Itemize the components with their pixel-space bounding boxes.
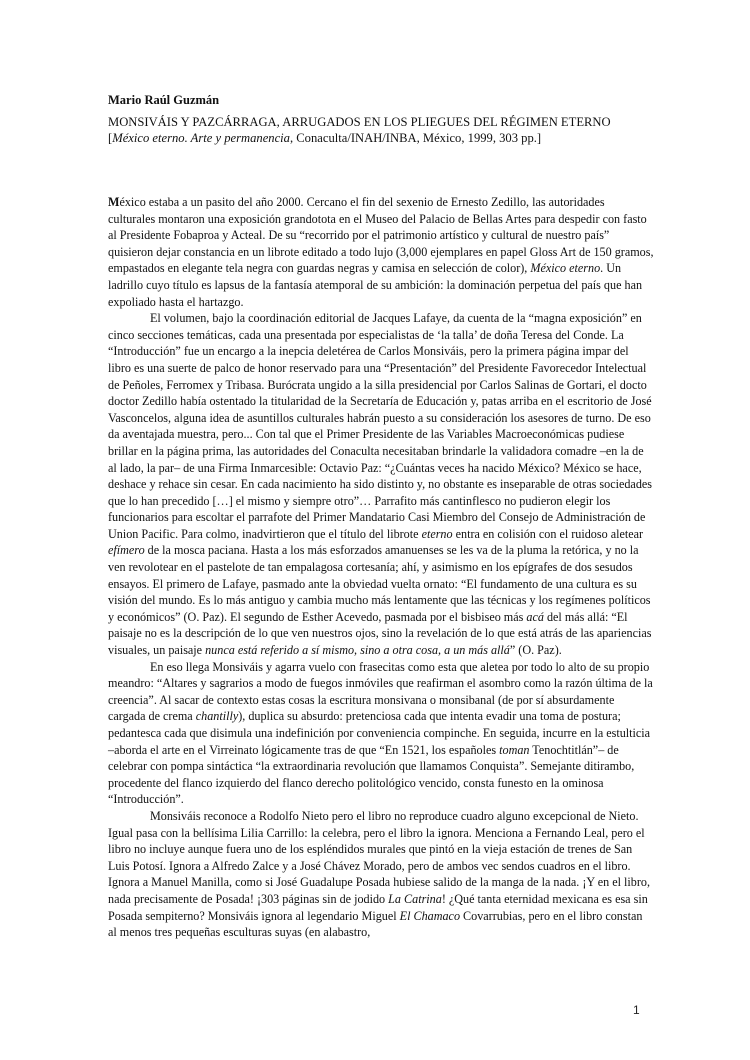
paragraph-text: ), duplica su absurdo: pretenciosa cada que intenta evadir una toma de postura; pedantesca cada que disimula una indefinición por conveniencia compinche. En seguida, incurre en la estulticia –aborda el arte en el Virreinato lógicamente tras de que “En 1521, los españoles: [108, 709, 651, 757]
paragraph-text: Covarrubias, pero en el libro constan al menos tres pequeñas esculturas suyas (en alabastro,: [108, 908, 643, 940]
initial-letter: M: [108, 195, 120, 209]
page-content: [108, 92, 654, 941]
reference-details: , Conaculta/INAH/INBA, México, 1999, 303 pp.]: [289, 131, 542, 145]
paragraph-text: del más allá: “El paisaje no es la descripción de lo que ven nuestros ojos, sino la revelación de lo que está atrás de las apariencias visuales, un paisaje: [108, 609, 652, 658]
italic-text: eterno: [421, 526, 453, 541]
header-spacer: [108, 146, 654, 194]
italic-text: El Chamaco: [399, 908, 461, 923]
article-body: [108, 194, 654, 941]
article-header: [108, 114, 654, 146]
paragraph-text: de la mosca paciana. Hasta a los más esforzados amanuenses se les va de la pluma la retórica, y no la ven revolotear en el pastelote de tan empalagosa cortesanía; ahí, y asimismo en los epígrafes de dos sesudos ensayos. El primero de Lafaye, pasmado ante la obviedad vuelta ornato: “El fundamento de una cultura es su visión del mundo. Es lo más antiguo y cambia mucho más lentamente que las técnicas y los regímenes políticos y económicos” (O. Paz). El segundo de Esther Acevedo, pasmada por el bisbiseo más: [108, 543, 651, 624]
author-name: Mario Raúl Guzmán: [108, 93, 220, 107]
paragraph-text: entra en colisión con el ruidoso aletear: [452, 526, 644, 541]
paragraph-2: [108, 310, 654, 658]
paragraph-4: [108, 808, 654, 941]
reference-open-bracket: [: [108, 131, 113, 145]
book-title: México eterno. Arte y permanencia: [112, 131, 290, 145]
italic-text: acá: [526, 609, 544, 624]
paragraph-text: . Un ladrillo cuyo título es lapsus de la fantasía atemporal de su ambición: la dominación perpetua del país que han expoliado hasta el hartazgo.: [108, 261, 643, 309]
italic-text: La Catrina: [388, 891, 442, 906]
paragraph-text: ” (O. Paz).: [509, 643, 562, 658]
paragraph-text: Tenochtitlán”– de celebrar con pompa sintáctica “la extraordinaria revolución que llamamos Conquista”. Semejante ditirambo, procedente del flanco izquierdo del flanco derecho politológico vencido, consta funesto en la ominosa “Introducción”.: [108, 742, 635, 807]
paragraph-text: éxico estaba a un pasito del año 2000. Cercano el fin del sexenio de Ernesto Zedillo, las autoridades culturales montaron una exposición grandotota en el Museo del Palacio de Bellas Artes para despedir con fasto al Presidente Fobaproa y Acteal. De su “recorrido por el patrimonio artístico y cultural de nuestro país” quisieron dejar constancia en un librote editado a todo lujo (3,000 ejemplares en papel Gloss Art de 150 gramos, empastados en elegante tela negra con guardas negras y camisa en selección de color),: [108, 195, 654, 276]
article-title: MONSIVÁIS Y PAZCÁRRAGA, ARRUGADOS EN LOS PLIEGUES DEL RÉGIMEN ETERNO: [108, 115, 611, 129]
page-number: 1: [633, 1003, 640, 1017]
italic-text: efímero: [108, 543, 145, 558]
italic-text: México eterno: [530, 261, 601, 276]
paragraph-3: [108, 659, 654, 808]
paragraph-text: En eso llega Monsiváis y agarra vuelo con frasecitas como esta que aletea por todo lo alto de su propio meandro: “Altares y sagrarios a modo de fuegos inmóviles que reafirman el asombro como la razón última de la creencia”. Al sacar de contexto estas cosas la escritura monsivana o monsibanal (de por sí absurdamente cargada de crema: [108, 659, 653, 724]
italic-text: nunca está referido a sí mismo, sino a otra cosa, a un más allá: [205, 643, 510, 658]
italic-text: toman: [499, 742, 530, 757]
italic-text: chantilly: [195, 709, 239, 724]
paragraph-text: ! ¿Qué tanta eternidad mexicana es esa sin Posada sempiterno? Monsiváis ignora al legendario Miguel: [108, 891, 648, 923]
paragraph-text: Monsiváis reconoce a Rodolfo Nieto pero el libro no reproduce cuadro alguno excepcional de Nieto. Igual pasa con la bellísima Lilia Carrillo: la celebra, pero el libro la ignora. Menciona a Fernando Leal, pero el libro no incluye aunque fuera uno de los espléndidos murales que pintó en la vieja estación de trenes de San Luis Potosí. Ignora a Alfredo Zalce y a José Chávez Morado, pero de ambos vec sendos cuadros en el libro. Ignora a Manuel Manilla, como si José Guadalupe Posada hubiese salido de la manga de la nada. ¡Y en el libro, nada precisamente de Posada! ¡303 páginas sin de jodido: [108, 808, 651, 906]
paragraph-1: [108, 194, 654, 310]
paragraph-text: El volumen, bajo la coordinación editorial de Jacques Lafaye, da cuenta de la “magna exposición” en cinco secciones temáticas, cada una presentada por especialistas de ‘la talla’ de doña Teresa del Conde. La “Introducción” fue un encargo a la inepcia deletérea de Carlos Monsiváis, pero la primera página impar del libro es una suerte de palco de honor reservado para una “Presentación” del Presidente Favorecedor Intelectual de Peñoles, Ferromex y Tribasa. Burócrata ungido a la silla presidencial por Carlos Salinas de Gortari, el docto doctor Zedillo había ostentado la titularidad de la Secretaría de Educación y, patas arriba en el escritorio de José Vasconcelos, alguna idea de asuntillos culturales habrán puesto a su consideración los asesores de turno. De eso da aventajada muestra, pero... Con tal que el Primer Presidente de las Variables Macroeconómicas pudiese brillar en la página prima, las autoridades del Conaculta necesitaban brindarle la validadora comadre –en la de al lado, la par– de una Firma Inmarcesible: Octavio Paz: “¿Cuántas veces ha nacido México? México se hace, deshace y rehace sin cesar. En cada nacimiento ha sido distinto y, no obstante es inseparable de otras sociedades que lo han precedido […] el mismo y siempre otro”… Parrafito más cantinflesco no pudieron elegir los funcionarios para escoltar el parrafote del Primer Mandatario Casi Miembro del Consejo de Administración de Union Pacific. Para colmo, inadvirtieron que el título del librote: [108, 311, 652, 541]
book-reference: [108, 130, 654, 146]
